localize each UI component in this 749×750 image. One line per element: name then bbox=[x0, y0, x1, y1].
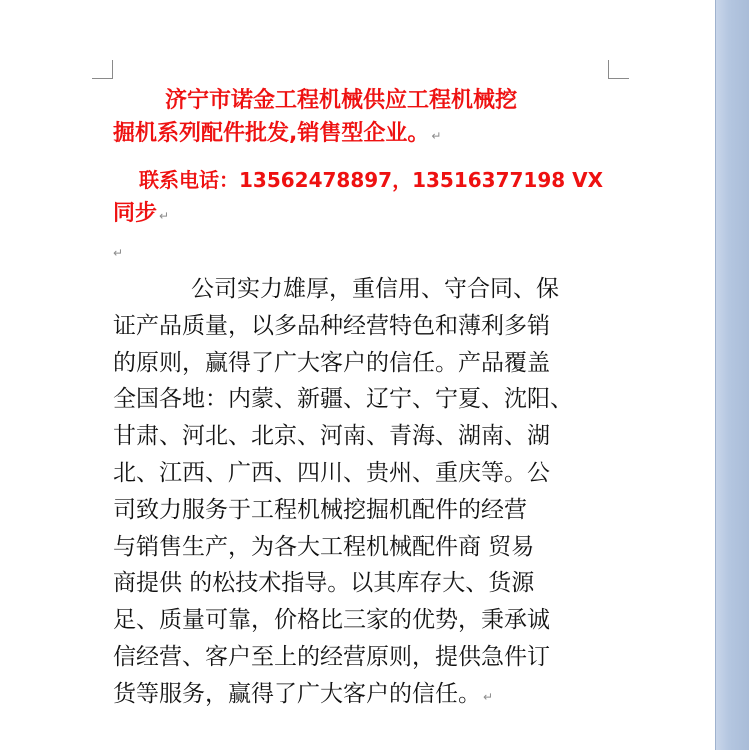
contact-phone bbox=[113, 164, 613, 233]
paragraph-mark-icon: ↵ bbox=[483, 689, 494, 704]
body-line: 全国各地：内蒙、新疆、辽宁、宁夏、沈阳、 bbox=[113, 386, 573, 413]
body-line-wrap bbox=[113, 676, 613, 716]
contact-line: 同步 bbox=[113, 201, 158, 226]
company-description bbox=[113, 271, 613, 716]
empty-paragraph-mark-icon: ↵ bbox=[113, 246, 124, 260]
contact-line-wrap bbox=[113, 197, 613, 233]
body-line: 足、质量可靠，价格比三家的优势，秉承诚 bbox=[113, 607, 550, 634]
body-line: 与销售生产，为各大工程机械配件商 贸易 bbox=[113, 533, 535, 560]
heading-line: 掘机系列配件批发,销售型企业。 bbox=[113, 121, 430, 146]
top-left-margin-marker bbox=[92, 60, 113, 79]
body-line: 的原则，赢得了广大客户的信任。产品覆盖 bbox=[113, 349, 550, 376]
body-line: 信经营、客户至上的经营原则，提供急件订 bbox=[113, 643, 550, 670]
company-heading bbox=[113, 84, 613, 153]
body-line: 商提供 的松技术指导。以其库存大、货源 bbox=[113, 570, 535, 597]
body-line: 甘肃、河北、北京、河南、青海、湖南、湖 bbox=[113, 423, 550, 450]
top-right-margin-marker bbox=[608, 60, 629, 79]
heading-line-wrap bbox=[113, 117, 613, 153]
body-line: 证产品质量，以多品种经营特色和薄利多销 bbox=[113, 312, 550, 339]
paragraph-mark-icon: ↵ bbox=[159, 209, 170, 223]
window-right-gutter bbox=[715, 0, 749, 750]
heading-line: 济宁市诺金工程机械供应工程机械挖 bbox=[165, 88, 518, 113]
body-line: 司致力服务于工程机械挖掘机配件的经营 bbox=[113, 496, 527, 523]
body-line: 公司实力雄厚，重信用、守合同、保 bbox=[191, 276, 559, 302]
body-line: 货等服务，赢得了广大客户的信任。 bbox=[113, 680, 481, 707]
contact-line: 联系电话：13562478897，13516377198 VX bbox=[139, 168, 604, 192]
body-line: 北、江西、广西、四川、贵州、重庆等。公 bbox=[113, 459, 550, 486]
paragraph-mark-icon: ↵ bbox=[431, 129, 442, 143]
